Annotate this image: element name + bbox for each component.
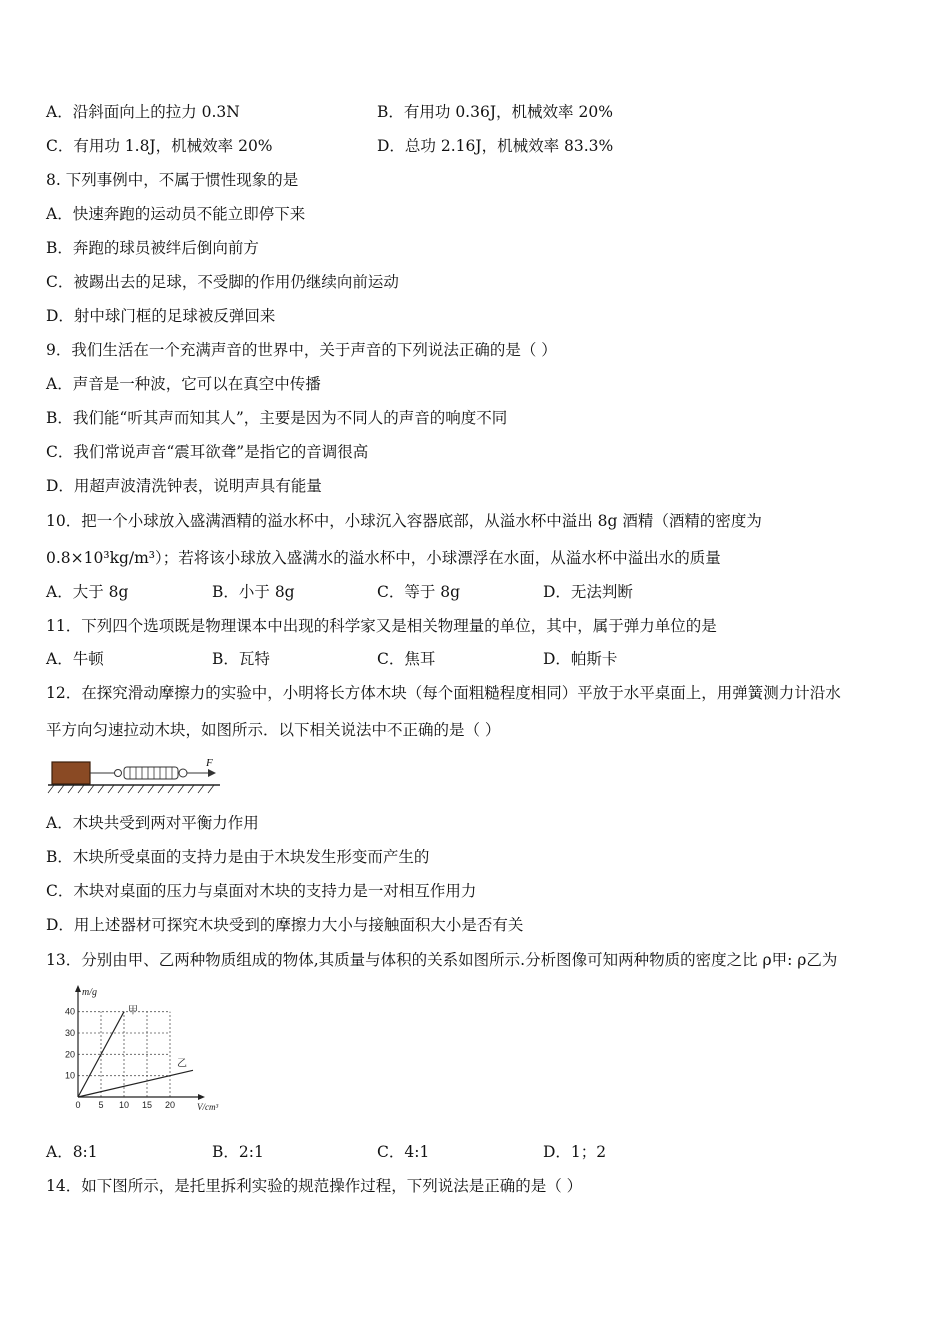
x-tick-label: 20: [164, 1100, 176, 1110]
q7-option-a: A．沿斜面向上的拉力 0.3N: [46, 103, 240, 121]
series-label-jia: 甲: [128, 1005, 138, 1017]
q13-option-d: D．1；2: [543, 1143, 607, 1161]
table-hatching: [48, 785, 214, 793]
y-axis-label: m/g: [82, 987, 97, 998]
q13-stem: 13．分别由甲、乙两种物质组成的物体,其质量与体积的关系如图所示.分析图像可知两种物质的密度之比 ρ甲: ρ乙为: [46, 951, 838, 969]
q11-option-b: B．瓦特: [212, 650, 270, 668]
q11-stem: 11．下列四个选项既是物理课本中出现的科学家又是相关物理量的单位，其中，属于弹力单位的是: [46, 617, 717, 635]
q7-option-b: B．有用功 0.36J，机械效率 20%: [377, 103, 613, 121]
q8-option-d: D．射中球门框的足球被反弹回来: [46, 307, 276, 325]
q10-stem-line2: 0.8×10³kg/m³）；若将该小球放入盛满水的溢水杯中，小球漂浮在水面，从溢水杯中溢出水的质量: [46, 549, 721, 567]
x-axis-label: V/cm³: [197, 1102, 219, 1112]
spring-hook: [115, 770, 122, 777]
mass-volume-chart: [46, 983, 219, 1113]
y-tick-label: 10: [64, 1070, 75, 1081]
series-label-yi: 乙: [177, 1058, 187, 1070]
q8-stem: 8. 下列事例中，不属于惯性现象的是: [46, 171, 299, 189]
q12-option-d: D．用上述器材可探究木块受到的摩擦力大小与接触面积大小是否有关: [46, 916, 524, 934]
spring-scale: [124, 767, 178, 779]
q12-option-a: A．木块共受到两对平衡力作用: [46, 814, 259, 832]
q10-option-d: D．无法判断: [543, 583, 633, 601]
y-tick-label: 40: [64, 1006, 75, 1017]
force-label: F: [206, 757, 213, 769]
q13-option-a: A．8:1: [46, 1143, 98, 1161]
q10-option-c: C．等于 8g: [377, 583, 461, 601]
q7-option-d: D．总功 2.16J，机械效率 83.3%: [377, 137, 614, 155]
q8-option-a: A．快速奔跑的运动员不能立即停下来: [46, 205, 306, 223]
q12-option-b: B．木块所受桌面的支持力是由于木块发生形变而产生的: [46, 848, 430, 866]
friction-experiment-figure: [46, 756, 222, 798]
q11-option-c: C．焦耳: [377, 650, 436, 668]
q10-stem-line1: 10．把一个小球放入盛满酒精的溢水杯中，小球沉入容器底部，从溢水杯中溢出 8g 酒精（酒精的密度为: [46, 512, 762, 530]
x-tick-label: 15: [141, 1100, 153, 1110]
x-tick-label: 10: [118, 1100, 130, 1110]
q13-option-b: B．2:1: [212, 1143, 264, 1161]
q9-option-c: C．我们常说声音“震耳欲聋”是指它的音调很高: [46, 443, 369, 461]
y-tick-label: 20: [64, 1049, 75, 1060]
scale-ring: [179, 769, 187, 777]
q12-option-c: C．木块对桌面的压力与桌面对木块的支持力是一对相互作用力: [46, 882, 477, 900]
q12-stem-line2: 平方向匀速拉动木块，如图所示．以下相关说法中不正确的是（ ）: [46, 721, 501, 739]
y-axis-arrow: [75, 985, 81, 992]
q8-option-c: C．被踢出去的足球，不受脚的作用仍继续向前运动: [46, 273, 399, 291]
x-axis-arrow: [198, 1094, 205, 1100]
x-tick-label: 5: [98, 1100, 104, 1110]
y-tick-label: 30: [64, 1028, 75, 1038]
q11-option-d: D．帕斯卡: [543, 650, 618, 668]
q9-stem: 9．我们生活在一个充满声音的世界中，关于声音的下列说法正确的是（ ）: [46, 341, 557, 359]
q12-stem-line1: 12．在探究滑动摩擦力的实验中，小明将长方体木块（每个面粗糙程度相同）平放于水平桌面上，用弹簧测力计沿水: [46, 684, 841, 702]
q11-option-a: A．牛顿: [46, 650, 104, 668]
q9-option-d: D．用超声波清洗钟表，说明声具有能量: [46, 477, 322, 495]
q10-option-b: B．小于 8g: [212, 583, 295, 601]
q9-option-a: A．声音是一种波，它可以在真空中传播: [46, 375, 321, 393]
series-line-yi: [78, 1070, 193, 1097]
wooden-block: [52, 762, 90, 784]
q7-option-c: C．有用功 1.8J，机械效率 20%: [46, 137, 273, 155]
q10-option-a: A．大于 8g: [46, 583, 129, 601]
q13-option-c: C．4:1: [377, 1143, 430, 1161]
q9-option-b: B．我们能“听其声而知其人”，主要是因为不同人的声音的响度不同: [46, 409, 508, 427]
q8-option-b: B．奔跑的球员被绊后倒向前方: [46, 239, 259, 257]
force-arrow-head: [208, 769, 216, 777]
q14-stem: 14．如下图所示，是托里拆利实验的规范操作过程，下列说法是正确的是（ ）: [46, 1177, 583, 1195]
x-tick-label: 0: [75, 1100, 81, 1110]
